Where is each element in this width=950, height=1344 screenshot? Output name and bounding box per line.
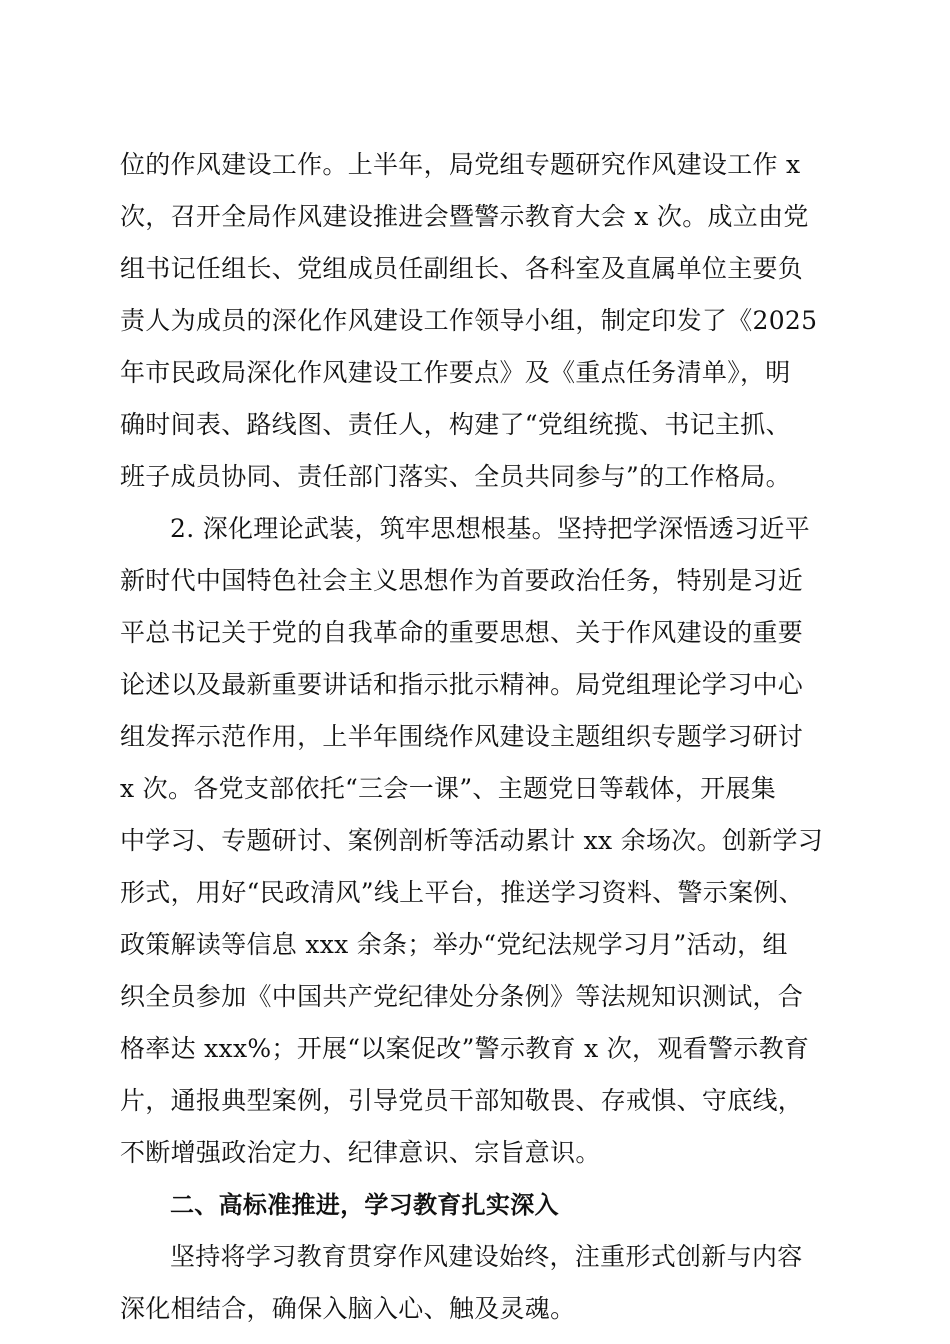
section-heading: 二、高标准推进，学习教育扎实深入	[170, 1191, 559, 1219]
body-text-line: 年市民政局深化作风建设工作要点》及《重点任务清单》，明	[120, 358, 791, 387]
paragraph-first-line: 坚持将学习教育贯穿作风建设始终，注重形式创新与内容	[170, 1242, 803, 1271]
body-text-line: x 次。各党支部依托“三会一课”、主题党日等载体，开展集	[120, 774, 777, 803]
body-text-line: 中学习、专题研讨、案例剖析等活动累计 xx 余场次。创新学习	[120, 826, 824, 855]
body-text-line: 组发挥示范作用，上半年围绕作风建设主题组织专题学习研讨	[120, 722, 804, 751]
body-text-line: 织全员参加《中国共产党纪律处分条例》等法规知识测试，合	[120, 982, 804, 1011]
body-text-line: 确时间表、路线图、责任人，构建了“党组统揽、书记主抓、	[120, 410, 791, 439]
body-text-line: 格率达 xxx%；开展“以案促改”警示教育 x 次，观看警示教育	[120, 1034, 810, 1063]
paragraph-first-line: 2. 深化理论武装，筑牢思想根基。坚持把学深悟透习近平	[170, 514, 810, 543]
body-text-line: 形式，用好“民政清风”线上平台，推送学习资料、警示案例、	[120, 878, 804, 907]
body-text-line: 新时代中国特色社会主义思想作为首要政治任务，特别是习近	[120, 566, 804, 595]
body-text-line: 次，召开全局作风建设推进会暨警示教育大会 x 次。成立由党	[120, 202, 809, 231]
body-text-line: 片，通报典型案例，引导党员干部知敬畏、存戒惧、守底线，	[120, 1086, 804, 1115]
body-text-line: 论述以及最新重要讲话和指示批示精神。局党组理论学习中心	[120, 670, 804, 699]
body-text-line: 位的作风建设工作。上半年，局党组专题研究作风建设工作 x	[120, 150, 801, 179]
body-text-line: 不断增强政治定力、纪律意识、宗旨意识。	[120, 1138, 601, 1167]
body-text-line: 责人为成员的深化作风建设工作领导小组，制定印发了《2025	[120, 306, 818, 335]
body-text-line: 深化相结合，确保入脑入心、触及灵魂。	[120, 1294, 576, 1323]
body-text-line: 政策解读等信息 xxx 余条；举办“党纪法规学习月”活动，组	[120, 930, 788, 959]
body-text-line: 平总书记关于党的自我革命的重要思想、关于作风建设的重要	[120, 618, 804, 647]
body-text-line: 组书记任组长、党组成员任副组长、各科室及直属单位主要负	[120, 254, 804, 283]
body-text-line: 班子成员协同、责任部门落实、全员共同参与”的工作格局。	[120, 462, 791, 491]
